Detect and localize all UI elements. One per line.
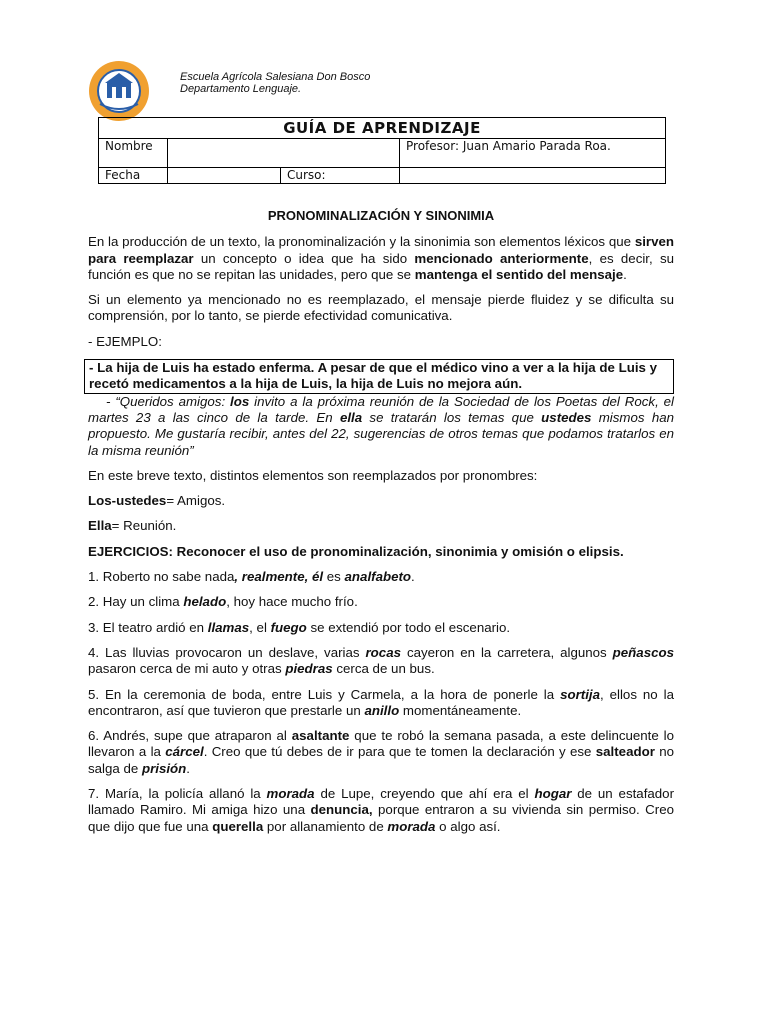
school-header xyxy=(180,71,370,95)
school-logo xyxy=(88,60,150,122)
curso-label: Curso: xyxy=(281,168,400,184)
exercises-heading: EJERCICIOS: Reconocer el uso de pronominalización, sinonimia y omisión o elipsis. xyxy=(88,543,624,559)
exercise-3: 3. El teatro ardió en llamas, el fuego se extendió por todo el escenario. xyxy=(88,619,511,635)
exercise-5: 5. En la ceremonia de boda, entre Luis y Carmela, a la hora de ponerle la sortija, ellos no la encontraron, así que tuvieron que prestarle un anillo momentáneamente. xyxy=(88,686,674,718)
exercise-7: 7. María, la policía allanó la morada de Lupe, creyendo que ahí era el hogar de un estafador llamado Ramiro. Mi amiga hizo una denuncia, porque entraron a su vivienda sin permiso. Creo que dijo que fue una querella por allanamiento de morada o algo así. xyxy=(88,786,675,834)
document-body xyxy=(88,208,674,844)
replacement-item-2: Ella= Reunión. xyxy=(88,518,177,534)
nombre-label: Nombre xyxy=(99,139,168,168)
example-one: - La hija de Luis ha estado enferma. A pesar de que el médico vino a ver a la hija de Luis y recetó medicamentos a la hija de Luis, la hija de Luis no mejora aún. xyxy=(84,359,674,394)
curso-field[interactable] xyxy=(400,168,666,184)
department-name: Departamento Lenguaje. xyxy=(180,83,302,95)
student-info-table xyxy=(98,117,666,184)
replacement-item-1: Los-ustedes= Amigos. xyxy=(88,493,226,509)
example-label: - EJEMPLO: xyxy=(88,333,162,349)
section-heading: PRONOMINALIZACIÓN Y SINONIMIA xyxy=(267,208,495,223)
exercise-2: 2. Hay un clima helado, hoy hace mucho frío. xyxy=(88,594,358,610)
second-paragraph: Si un elemento ya mencionado no es reemplazado, el mensaje pierde fluidez y se dificulta su comprensión, por lo tanto, se pierde efectividad comunicativa. xyxy=(88,292,674,324)
replacement-intro: En este breve texto, distintos elementos son reemplazados por pronombres: xyxy=(88,467,538,483)
fecha-label: Fecha xyxy=(99,168,168,184)
exercise-1: 1. Roberto no sabe nada, realmente, él es analfabeto. xyxy=(88,569,415,585)
fecha-field[interactable] xyxy=(168,168,281,184)
guide-title: GUÍA DE APRENDIZAJE xyxy=(99,118,666,139)
profesor-label: Profesor: Juan Amario Parada Roa. xyxy=(400,139,666,168)
example-two: - “Queridos amigos: los invito a la próxima reunión de la Sociedad de los Poetas del Rock, el martes 23 a las cinco de la tarde. En ella se tratarán los temas que ustedes mismos han propuesto. Me gustaría recibir, antes del 22, sugerencias de otros temas que podamos tratarlos en la misma reunión” xyxy=(88,393,675,458)
nombre-field[interactable] xyxy=(168,139,400,168)
exercise-6: 6. Andrés, supe que atraparon al asaltante que te robó la semana pasada, a este delincuente lo llevaron a la cárcel. Creo que tú debes de ir para que te tomen la declaración y ese salteador no salga de prisión. xyxy=(88,728,674,776)
intro-paragraph: En la producción de un texto, la pronominalización y la sinonimia son elementos léxicos que sirven para reemplazar un concepto o idea que ha sido mencionado anteriormente, es decir, su función es que no se repitan las unidades, pero que se mantenga el sentido del mensaje. xyxy=(88,234,675,282)
school-name: Escuela Agrícola Salesiana Don Bosco xyxy=(180,71,371,83)
exercise-4: 4. Las lluvias provocaron un deslave, varias rocas cayeron en la carretera, algunos peñascos pasaron cerca de mi auto y otras piedras cerca de un bus. xyxy=(88,644,674,677)
